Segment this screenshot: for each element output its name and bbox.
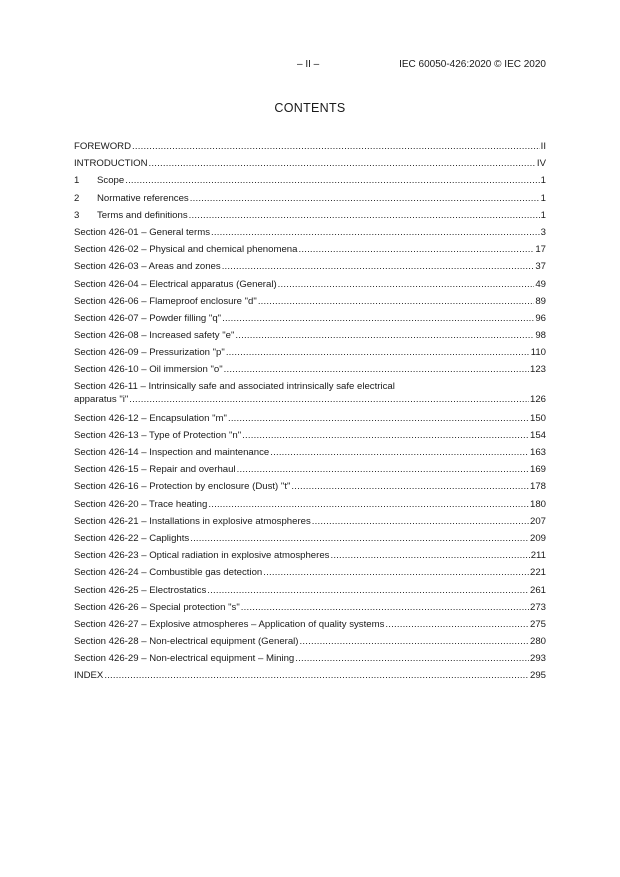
- toc-entry-label: Section 426-27 – Explosive atmospheres – Application of quality systems: [74, 618, 385, 630]
- toc-entry-section[interactable]: [74, 344, 546, 361]
- toc-clause-number: 1: [74, 175, 80, 187]
- toc-entry-label: Scope: [97, 175, 125, 187]
- dot-leader: [222, 310, 534, 327]
- toc-entry-label: Section 426-02 – Physical and chemical phenomena: [74, 244, 298, 256]
- toc-entry-label: Section 426-15 – Repair and overhaul: [74, 464, 236, 476]
- dot-leader: [189, 207, 540, 224]
- dot-leader: [104, 667, 529, 684]
- toc-entry-label: Section 426-22 – Caplights: [74, 532, 190, 544]
- dot-leader: [312, 513, 529, 530]
- toc-entry-label: Section 426-20 – Trace heating: [74, 498, 208, 510]
- dot-leader: [208, 496, 529, 513]
- dot-leader: [295, 650, 529, 667]
- toc-entry-label: Section 426-25 – Electrostatics: [74, 584, 207, 596]
- dot-leader: [330, 547, 529, 564]
- toc-entry-page: 1: [540, 192, 546, 204]
- toc-entry-label-continued: apparatus "i": [74, 393, 129, 405]
- dot-leader: [278, 276, 535, 293]
- toc-entry-introduction[interactable]: [74, 155, 546, 172]
- toc-entry-page: 96: [535, 312, 546, 324]
- dot-leader: [241, 599, 529, 616]
- toc-entry-index[interactable]: [74, 667, 546, 684]
- toc-entry-label: Section 426-04 – Electrical apparatus (General): [74, 278, 277, 290]
- toc-entry-page: 150: [529, 412, 546, 424]
- dot-leader: [228, 410, 529, 427]
- toc-entry-section[interactable]: [74, 293, 546, 310]
- toc-entry-section[interactable]: [74, 547, 546, 564]
- dot-leader: [211, 224, 540, 241]
- toc-entry-section[interactable]: [74, 564, 546, 581]
- toc-entry-page: 89: [535, 295, 546, 307]
- toc-entry-label: Section 426-29 – Non-electrical equipment – Mining: [74, 653, 295, 665]
- toc-entry-label: Section 426-14 – Inspection and maintenance: [74, 447, 270, 458]
- toc-entry-label: INDEX: [74, 670, 104, 682]
- toc-entry-label: Normative references: [97, 192, 189, 204]
- toc-entry-label: Terms and definitions: [97, 209, 188, 221]
- toc-entry-section[interactable]: [74, 224, 546, 241]
- toc-entry-section-multiline[interactable]: [74, 381, 546, 406]
- toc-entry-section[interactable]: [74, 276, 546, 293]
- toc-entry-page: 17: [535, 244, 546, 256]
- toc-entry-page: 293: [529, 653, 546, 665]
- toc-entry-section[interactable]: [74, 616, 546, 633]
- toc-entry-page: 1: [540, 209, 546, 221]
- toc-entry-page: 209: [529, 532, 546, 544]
- toc-entry-label: Section 426-23 – Optical radiation in explosive atmospheres: [74, 550, 330, 562]
- toc-clause-number: 3: [74, 209, 80, 221]
- toc-entry-page: 180: [529, 498, 546, 510]
- toc-entry-label: Section 426-01 – General terms: [74, 226, 210, 238]
- toc-entry-page: 273: [529, 601, 546, 613]
- toc-entry-page: 126: [529, 393, 546, 405]
- toc-entry-page: 98: [535, 330, 546, 342]
- toc-entry-label: Section 426-21 – Installations in explosive atmospheres: [74, 515, 311, 527]
- toc-entry-section[interactable]: [74, 496, 546, 513]
- toc-entry-page: 169: [529, 464, 546, 476]
- toc-entry-page: 211: [530, 550, 546, 562]
- toc-entry-label: Section 426-10 – Oil immersion "o": [74, 364, 223, 376]
- toc-entry-page: IV: [536, 158, 546, 170]
- toc-entry-section[interactable]: [74, 599, 546, 616]
- toc-entry-label: Section 426-11 – Intrinsically safe and associated intrinsically safe electrical: [74, 380, 395, 392]
- toc-entry-label: Section 426-03 – Areas and zones: [74, 261, 221, 273]
- dot-leader: [207, 582, 529, 599]
- dot-leader: [237, 461, 529, 478]
- toc-entry-section[interactable]: [74, 258, 546, 275]
- toc-entry-page: 123: [529, 364, 546, 376]
- dot-leader: [270, 444, 529, 461]
- toc-entry-page: 221: [529, 567, 546, 579]
- toc-entry-foreword[interactable]: [74, 138, 546, 155]
- dot-leader: [224, 361, 529, 378]
- toc-entry-page: II: [540, 141, 546, 152]
- toc-entry-label: INTRODUCTION: [74, 158, 148, 170]
- toc-entry-label: Section 426-24 – Combustible gas detection: [74, 567, 263, 579]
- toc-entry-page: 163: [529, 447, 546, 458]
- dot-leader: [190, 190, 540, 207]
- toc-entry-scope[interactable]: [74, 172, 546, 189]
- page-header: [0, 59, 620, 73]
- toc-entry-page: 275: [529, 618, 546, 630]
- dot-leader: [222, 258, 535, 275]
- dot-leader: [190, 530, 529, 547]
- dot-leader: [235, 327, 534, 344]
- toc-entry-section[interactable]: [74, 427, 546, 444]
- toc-entry-label: Section 426-28 – Non-electrical equipment (General): [74, 636, 299, 648]
- toc-entry-section[interactable]: [74, 530, 546, 547]
- dot-leader: [258, 293, 535, 310]
- dot-leader: [242, 427, 529, 444]
- toc-entry-section[interactable]: [74, 633, 546, 650]
- toc-entry-label: Section 426-26 – Special protection "s": [74, 601, 240, 613]
- toc-clause-number: 2: [74, 192, 80, 204]
- dot-leader: [385, 616, 529, 633]
- contents-title: CONTENTS: [274, 101, 346, 115]
- dot-leader: [291, 478, 529, 495]
- toc-entry-page: 154: [529, 429, 546, 441]
- toc-entry-label: Section 426-12 – Encapsulation "m": [74, 412, 227, 424]
- toc-entry-section[interactable]: [74, 650, 546, 667]
- toc-entry-normative-references[interactable]: [74, 190, 546, 207]
- dot-leader: [300, 633, 529, 650]
- toc-entry-section[interactable]: [74, 410, 546, 427]
- toc-entry-label: Section 426-13 – Type of Protection "n": [74, 429, 242, 441]
- toc-entry-page: 110: [530, 347, 546, 359]
- toc-entry-section[interactable]: [74, 461, 546, 478]
- toc-entry-label: Section 426-16 – Protection by enclosure (Dust) "t": [74, 481, 291, 493]
- toc-entry-section[interactable]: [74, 327, 546, 344]
- toc-entry-label: Section 426-08 – Increased safety "e": [74, 330, 235, 342]
- toc-entry-section[interactable]: [74, 582, 546, 599]
- toc-entry-page: 178: [529, 481, 546, 493]
- toc-entry-page: 49: [535, 278, 546, 290]
- toc-entry-section[interactable]: [74, 310, 546, 327]
- toc-entry-section[interactable]: [74, 241, 546, 258]
- dot-leader: [149, 155, 536, 172]
- dot-leader: [263, 564, 529, 581]
- dot-leader: [132, 138, 540, 155]
- toc-entry-continuation: [74, 393, 546, 406]
- toc-entry-page: 261: [529, 584, 546, 596]
- toc-entry-label: Section 426-09 – Pressurization "p": [74, 347, 225, 359]
- dot-leader: [298, 241, 534, 258]
- toc-entry-section[interactable]: [74, 513, 546, 530]
- header-page-number: – II –: [297, 59, 320, 70]
- dot-leader: [226, 344, 530, 361]
- table-of-contents: [74, 138, 546, 685]
- dot-leader: [125, 172, 539, 189]
- dot-leader: [129, 393, 529, 406]
- toc-entry-page: 37: [535, 261, 546, 273]
- header-document-id: IEC 60050-426:2020 © IEC 2020: [399, 59, 546, 70]
- toc-entry-section[interactable]: [74, 444, 546, 461]
- toc-entry-label: FOREWORD: [74, 141, 132, 152]
- toc-entry-page: 207: [529, 515, 546, 527]
- toc-entry-page: 1: [540, 175, 546, 187]
- toc-entry-page: 3: [540, 226, 546, 238]
- toc-entry-terms-and-definitions[interactable]: [74, 207, 546, 224]
- toc-entry-page: 280: [529, 636, 546, 648]
- toc-entry-section[interactable]: [74, 478, 546, 495]
- toc-entry-page: 295: [529, 670, 546, 682]
- toc-entry-label: Section 426-07 – Powder filling "q": [74, 312, 222, 324]
- toc-entry-label: Section 426-06 – Flameproof enclosure "d": [74, 295, 257, 307]
- toc-entry-section[interactable]: [74, 361, 546, 378]
